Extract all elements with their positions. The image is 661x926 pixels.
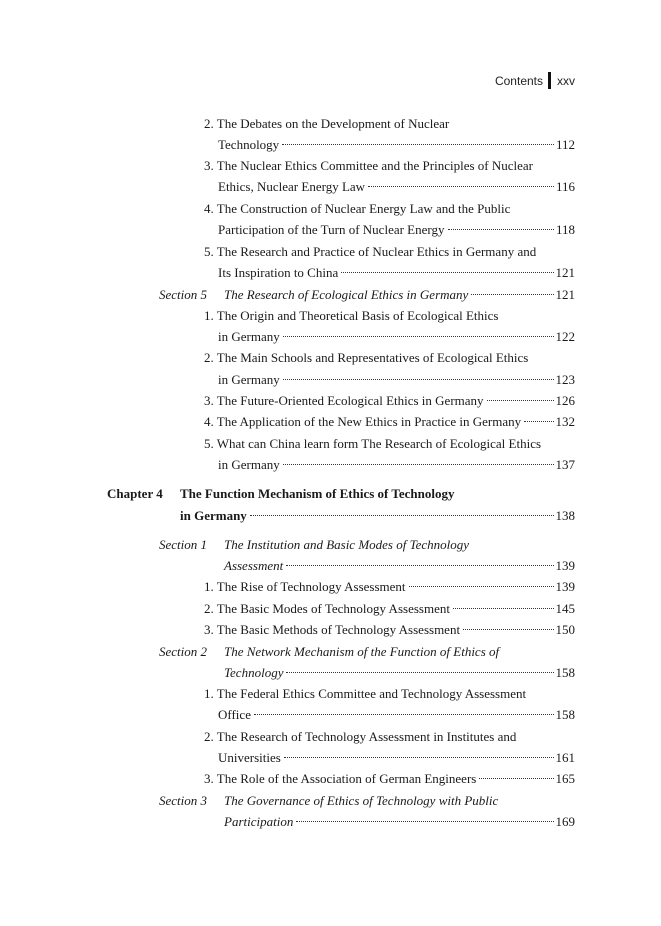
toc-entry-text: 1. The Federal Ethics Committee and Technology Assessment <box>204 686 527 701</box>
toc-line <box>218 264 575 282</box>
toc-line <box>204 685 575 703</box>
toc-page-number: 139 <box>555 558 575 573</box>
toc-entry-text: 3. The Future-Oriented Ecological Ethics in Germany <box>204 393 484 408</box>
section-title: The Governance of Ethics of Technology with Public <box>224 793 499 808</box>
section-title: The Network Mechanism of the Function of Ethics of <box>224 644 500 659</box>
toc-section-heading <box>159 792 575 810</box>
dot-leader <box>284 757 554 758</box>
toc-page-number: 118 <box>555 222 575 237</box>
toc-line <box>204 600 575 618</box>
toc-line <box>218 136 575 154</box>
toc-entry-text: in Germany <box>218 329 280 344</box>
toc-page-number: 150 <box>555 622 575 637</box>
toc-entry-text: in Germany <box>218 372 280 387</box>
toc-section-heading <box>159 643 575 661</box>
toc-line <box>180 507 575 525</box>
toc-entry-text: 3. The Role of the Association of German Engineers <box>204 771 477 786</box>
toc-line <box>204 621 575 639</box>
dot-leader <box>487 400 554 401</box>
toc-line <box>224 664 575 682</box>
section-label: Section 5 <box>159 287 208 302</box>
header-divider <box>548 72 551 89</box>
toc-entry-text: 4. The Application of the New Ethics in Practice in Germany <box>204 414 522 429</box>
dot-leader <box>254 714 554 715</box>
header-section-label: Contents <box>494 73 543 88</box>
toc-entry-text: 1. The Origin and Theoretical Basis of Ecological Ethics <box>204 308 499 323</box>
chapter-label: Chapter 4 <box>107 486 163 501</box>
section-label: Section 3 <box>159 793 208 808</box>
toc-section-heading <box>159 286 575 304</box>
toc-line <box>218 221 575 239</box>
dot-leader <box>341 272 553 273</box>
dot-leader <box>448 229 554 230</box>
toc-entry-text: 3. The Basic Methods of Technology Assessment <box>204 622 461 637</box>
toc-line <box>218 456 575 474</box>
toc-line <box>218 706 575 724</box>
toc-line <box>224 813 575 831</box>
section-title: The Institution and Basic Modes of Technology <box>224 537 470 552</box>
dot-leader <box>283 464 554 465</box>
header-page-number: xxv <box>557 73 575 88</box>
toc-line <box>204 200 575 218</box>
dot-leader <box>286 565 553 566</box>
toc-entry-text: 2. The Research of Technology Assessment in Institutes and <box>204 729 517 744</box>
section-label: Section 1 <box>159 537 208 552</box>
toc-line <box>204 435 575 453</box>
toc-page-number: 121 <box>555 287 575 302</box>
toc-entry-text: in Germany <box>218 457 280 472</box>
toc-page-number: 132 <box>555 414 575 429</box>
toc-entry-text: 2. The Basic Modes of Technology Assessment <box>204 601 450 616</box>
toc-line <box>218 328 575 346</box>
toc-line <box>204 115 575 133</box>
section-title: Participation <box>224 814 294 829</box>
toc-page-number: 169 <box>555 814 575 829</box>
toc-line <box>218 178 575 196</box>
dot-leader <box>286 672 553 673</box>
toc-entry-text: Technology <box>218 137 280 152</box>
toc-entry-text: 4. The Construction of Nuclear Energy Law and the Public <box>204 201 511 216</box>
section-label: Section 2 <box>159 644 208 659</box>
dot-leader <box>524 421 553 422</box>
toc-page-number: 116 <box>555 179 575 194</box>
toc-line <box>204 243 575 261</box>
toc-entry-text: Its Inspiration to China <box>218 265 339 280</box>
toc-line <box>204 770 575 788</box>
chapter-title: in Germany <box>180 508 247 523</box>
chapter-title: The Function Mechanism of Ethics of Technology <box>180 486 455 501</box>
toc-page-number: 138 <box>555 508 575 523</box>
dot-leader <box>296 821 553 822</box>
running-header <box>495 72 575 89</box>
toc-page-number: 126 <box>555 393 575 408</box>
toc-section-heading <box>159 536 575 554</box>
toc-entry-text: Participation of the Turn of Nuclear Energy <box>218 222 445 237</box>
toc-entry-text: 5. What can China learn form The Research of Ecological Ethics <box>204 436 542 451</box>
toc-line <box>204 307 575 325</box>
dot-leader <box>282 144 554 145</box>
dot-leader <box>368 186 554 187</box>
toc-line <box>224 557 575 575</box>
toc-page-number: 137 <box>555 457 575 472</box>
toc-entry-text: 2. The Debates on the Development of Nuclear <box>204 116 450 131</box>
toc-entry-text: 3. The Nuclear Ethics Committee and the Principles of Nuclear <box>204 158 533 173</box>
toc-line <box>204 349 575 367</box>
toc-entry-text: Universities <box>218 750 281 765</box>
dot-leader <box>463 629 553 630</box>
toc-line <box>218 749 575 767</box>
toc-line <box>204 578 575 596</box>
toc-page-number: 161 <box>555 750 575 765</box>
toc-page-number: 123 <box>555 372 575 387</box>
toc-entry-text: 1. The Rise of Technology Assessment <box>204 579 406 594</box>
toc-page-number: 121 <box>555 265 575 280</box>
dot-leader <box>283 336 554 337</box>
toc-page-number: 145 <box>555 601 575 616</box>
toc-entry-text: 5. The Research and Practice of Nuclear Ethics in Germany and <box>204 244 537 259</box>
toc-page-number: 165 <box>555 771 575 786</box>
toc-line <box>204 392 575 410</box>
toc-line <box>204 157 575 175</box>
toc-entry-text: Office <box>218 707 251 722</box>
toc-page-number: 139 <box>555 579 575 594</box>
toc-line <box>204 728 575 746</box>
dot-leader <box>471 294 553 295</box>
toc-chapter-heading <box>107 485 575 503</box>
section-title: The Research of Ecological Ethics in Germany <box>224 287 469 302</box>
toc-page-number: 158 <box>555 707 575 722</box>
toc-page-number: 112 <box>555 137 575 152</box>
toc-line <box>218 371 575 389</box>
dot-leader <box>453 608 554 609</box>
dot-leader <box>409 586 554 587</box>
toc-page-number: 158 <box>555 665 575 680</box>
toc-entry-text: 2. The Main Schools and Representatives of Ecological Ethics <box>204 350 529 365</box>
toc-page-number: 122 <box>555 329 575 344</box>
dot-leader <box>250 515 554 516</box>
dot-leader <box>479 778 553 779</box>
toc-line <box>204 413 575 431</box>
section-title: Assessment <box>224 558 284 573</box>
section-title: Technology <box>224 665 284 680</box>
dot-leader <box>283 379 554 380</box>
toc-entry-text: Ethics, Nuclear Energy Law <box>218 179 366 194</box>
